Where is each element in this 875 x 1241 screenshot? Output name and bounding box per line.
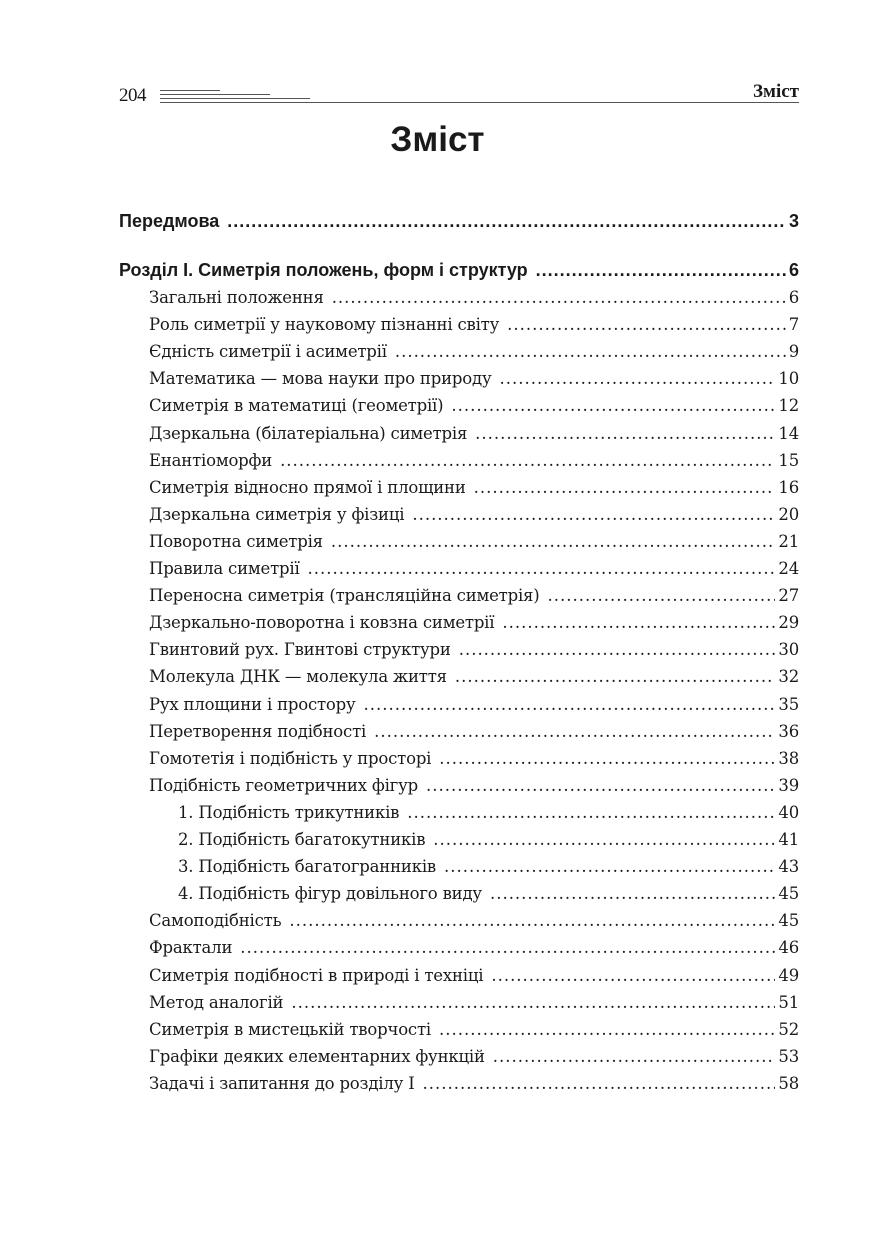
toc-entry[interactable] (119, 211, 799, 237)
toc-dot-leader (444, 857, 775, 876)
toc-dot-leader (374, 722, 775, 741)
toc-entry-title: Симетрія в математиці (геометрії) (149, 396, 444, 416)
page-number: 204 (119, 85, 146, 106)
toc-entry-page: 6 (788, 260, 799, 280)
toc-dot-leader (490, 884, 775, 903)
toc-entry-page: 41 (778, 830, 799, 849)
toc-entry[interactable] (178, 803, 799, 829)
toc-dot-leader (407, 803, 775, 822)
toc-entry[interactable] (149, 1074, 799, 1100)
toc-dot-leader (412, 505, 775, 524)
toc-dot-leader (280, 451, 775, 470)
toc-entry-title: Розділ І. Симетрія положень, форм і структур (119, 260, 528, 280)
toc-dot-leader (499, 369, 775, 388)
toc-entry-title: Фрактали (149, 938, 233, 958)
toc-entry-title: Самоподібність (149, 911, 282, 931)
toc-dot-leader (291, 993, 775, 1012)
toc-entry[interactable] (149, 586, 799, 612)
toc-dot-leader (308, 559, 776, 578)
toc-entry-title: Єдність симетрії і асиметрії (149, 342, 387, 362)
toc-entry-page: 46 (778, 938, 799, 958)
toc-entry-title: Гомотетія і подібність у просторі (149, 748, 432, 768)
toc-entry-title: Передмова (119, 211, 220, 231)
toc-entry-page: 40 (778, 802, 799, 822)
toc-entry[interactable] (149, 1020, 799, 1046)
toc-entry-page: 14 (778, 423, 799, 443)
toc-entry-page: 45 (778, 884, 799, 904)
toc-entry-title: Математика — мова науки про природу (149, 369, 492, 389)
toc-entry-title: Симетрія подібності в природі і техніці (149, 965, 484, 985)
toc-entry[interactable] (178, 857, 799, 883)
running-title: Зміст (752, 81, 799, 102)
toc-dot-leader (548, 586, 776, 605)
toc-entry-page: 29 (778, 613, 799, 633)
toc-entry-page: 27 (778, 586, 799, 606)
toc-entry-title: 4. Подібність фігур довільного виду (178, 884, 482, 904)
toc-entry-page: 51 (778, 992, 799, 1012)
toc-dot-leader (395, 342, 786, 361)
toc-entry-page: 49 (778, 965, 799, 985)
toc-entry[interactable] (149, 993, 799, 1019)
toc-entry-title: Задачі і запитання до розділу І (149, 1073, 415, 1093)
toc-entry[interactable] (149, 424, 799, 450)
toc-entry-page: 43 (778, 857, 799, 877)
toc-entry-page: 36 (778, 721, 799, 741)
toc-dot-leader (475, 424, 775, 443)
toc-dot-leader (536, 260, 786, 281)
toc-entry-title: Симетрія в мистецькій творчості (149, 1019, 431, 1039)
toc-entry-page: 20 (778, 504, 799, 524)
toc-entry[interactable] (149, 288, 799, 314)
toc-entry-page: 30 (778, 640, 799, 660)
toc-entry[interactable] (149, 695, 799, 721)
toc-entry-page: 35 (778, 694, 799, 714)
toc-dot-leader (240, 938, 775, 957)
toc-dot-leader (332, 288, 786, 307)
toc-entry[interactable] (149, 369, 799, 395)
toc-entry[interactable] (119, 260, 799, 286)
toc-entry-page: 6 (788, 288, 799, 307)
toc-entry-title: Дзеркальна (білатеріальна) симетрія (149, 423, 468, 443)
header-ornament-lines (160, 90, 310, 102)
toc-dot-leader (331, 532, 776, 551)
toc-entry-title: Переносна симетрія (трансляційна симетрія) (149, 586, 540, 606)
toc-dot-leader (493, 1047, 776, 1066)
toc-entry-page: 10 (778, 369, 799, 389)
toc-entry[interactable] (149, 640, 799, 666)
toc-entry-title: Подібність геометричних фігур (149, 775, 418, 795)
toc-dot-leader (227, 211, 786, 232)
toc-entry-page: 12 (778, 396, 799, 416)
toc-dot-leader (502, 613, 775, 632)
toc-entry-title: 2. Подібність багатокутників (178, 830, 426, 849)
toc-dot-leader (439, 749, 775, 768)
toc-entry-page: 21 (778, 531, 799, 551)
toc-entry[interactable] (149, 722, 799, 748)
toc-entry[interactable] (149, 749, 799, 775)
toc-entry-page: 58 (778, 1073, 799, 1093)
toc-entry[interactable] (178, 884, 799, 910)
toc-entry-page: 45 (778, 911, 799, 931)
toc-dot-leader (455, 667, 776, 686)
toc-entry[interactable] (149, 667, 799, 693)
toc-entry[interactable] (149, 559, 799, 585)
toc-entry[interactable] (149, 1047, 799, 1073)
toc-entry-title: Симетрія відносно прямої і площини (149, 477, 466, 497)
toc-entry-title: 3. Подібність багатогранників (178, 857, 436, 877)
toc-entry[interactable] (149, 938, 799, 964)
toc-entry-page: 52 (778, 1019, 799, 1039)
toc-dot-leader (426, 776, 775, 795)
toc-entry-title: Рух площини і простору (149, 694, 356, 714)
toc-entry-title: Дзеркальна симетрія у фізиці (149, 504, 405, 524)
toc-entry[interactable] (149, 505, 799, 531)
toc-dot-leader (289, 911, 775, 930)
toc-entry-page: 39 (778, 775, 799, 795)
toc-entry[interactable] (149, 451, 799, 477)
toc-dot-leader (491, 966, 775, 985)
toc-entry[interactable] (149, 966, 799, 992)
toc-dot-leader (364, 695, 776, 714)
toc-entry-title: Дзеркально-поворотна і ковзна симетрії (149, 613, 495, 633)
toc-entry-page: 3 (788, 211, 799, 231)
toc-entry-title: Поворотна симетрія (149, 531, 323, 551)
toc-entry[interactable] (149, 776, 799, 802)
toc-entry-page: 9 (788, 342, 799, 362)
toc-entry[interactable] (149, 613, 799, 639)
toc-dot-leader (433, 830, 775, 849)
toc-entry[interactable] (149, 532, 799, 558)
toc-entry-title: Енантіоморфи (149, 450, 273, 470)
toc-entry-page: 24 (778, 559, 799, 578)
toc-entry[interactable] (149, 478, 799, 504)
toc-entry-title: Метод аналогій (149, 992, 284, 1012)
toc-entry[interactable] (149, 911, 799, 937)
toc-entry-page: 15 (778, 450, 799, 470)
toc-dot-leader (423, 1074, 776, 1093)
header-rule (160, 102, 799, 103)
toc-entry-title: Графіки деяких елементарних функцій (149, 1046, 485, 1066)
toc-entry-page: 7 (788, 315, 799, 335)
toc-entry[interactable] (149, 315, 799, 341)
toc-entry-title: Загальні положення (149, 288, 324, 307)
toc-entry-title: 1. Подібність трикутників (178, 802, 400, 822)
toc-entry-title: Гвинтовий рух. Гвинтові структури (149, 640, 451, 660)
toc-dot-leader (507, 315, 786, 334)
toc-dot-leader (459, 640, 776, 659)
toc-dot-leader (474, 478, 776, 497)
toc-dot-leader (439, 1020, 775, 1039)
toc-entry[interactable] (178, 830, 799, 856)
toc-entry-page: 38 (778, 748, 799, 768)
page-title: Зміст (390, 120, 485, 159)
toc-entry-title: Правила симетрії (149, 559, 300, 578)
toc-entry[interactable] (149, 342, 799, 368)
toc-entry-title: Перетворення подібності (149, 721, 367, 741)
toc-entry-title: Роль симетрії у науковому пізнанні світу (149, 315, 500, 335)
toc-entry-page: 53 (778, 1046, 799, 1066)
toc-entry-title: Молекула ДНК — молекула життя (149, 667, 447, 687)
toc-entry-page: 32 (778, 667, 799, 687)
toc-entry-page: 16 (778, 477, 799, 497)
running-header (119, 82, 799, 104)
toc-entry[interactable] (149, 396, 799, 422)
toc-dot-leader (451, 396, 775, 415)
